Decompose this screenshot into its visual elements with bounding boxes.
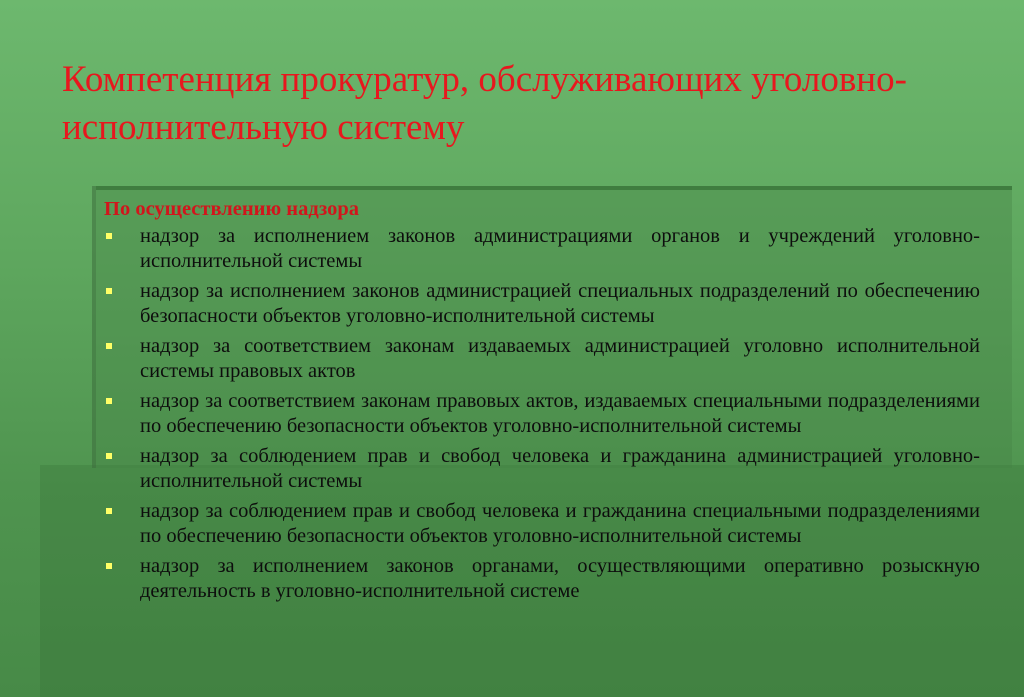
list-item-text: надзор за исполнением законов органами, осуществляющими оперативно розыскную деятельность в уголовно-исполнительной системе — [140, 555, 980, 602]
list-item-text: надзор за исполнением законов администрациями органов и учреждений уголовно-исполнительной системы — [140, 225, 980, 272]
square-bullet-icon — [106, 453, 112, 459]
list-item — [104, 389, 980, 439]
square-bullet-icon — [106, 343, 112, 349]
list-item — [104, 334, 980, 384]
list-item — [104, 499, 980, 549]
list-item-text: надзор за исполнением законов администрацией специальных подразделений по обеспечению безопасности объектов уголовно-исполнительной системы — [140, 280, 980, 327]
list-item — [104, 224, 980, 274]
slide-title: Компетенция прокуратур, обслуживающих уголовно-исполнительную систему — [62, 59, 907, 148]
list-item — [104, 444, 980, 494]
section-heading: По осуществлению надзора — [104, 198, 359, 220]
square-bullet-icon — [106, 563, 112, 569]
list-item-text: надзор за соответствием законам издаваемых администрацией уголовно исполнительной системы правовых актов — [140, 335, 980, 382]
list-item-text: надзор за соблюдением прав и свобод человека и гражданина специальными подразделениями по обеспечению безопасности объектов уголовно-исполнительной системы — [140, 500, 980, 547]
square-bullet-icon — [106, 233, 112, 239]
list-item — [104, 279, 980, 329]
list-item — [104, 554, 980, 604]
list-item-text: надзор за соблюдением прав и свобод человека и гражданина администрацией уголовно-исполнительной системы — [140, 445, 980, 492]
square-bullet-icon — [106, 288, 112, 294]
square-bullet-icon — [106, 508, 112, 514]
content-area — [104, 196, 980, 609]
bullet-list — [104, 224, 980, 604]
square-bullet-icon — [106, 398, 112, 404]
list-item-text: надзор за соответствием законам правовых актов, издаваемых специальными подразделениями по обеспечению безопасности объектов уголовно-исполнительной системы — [140, 390, 980, 437]
